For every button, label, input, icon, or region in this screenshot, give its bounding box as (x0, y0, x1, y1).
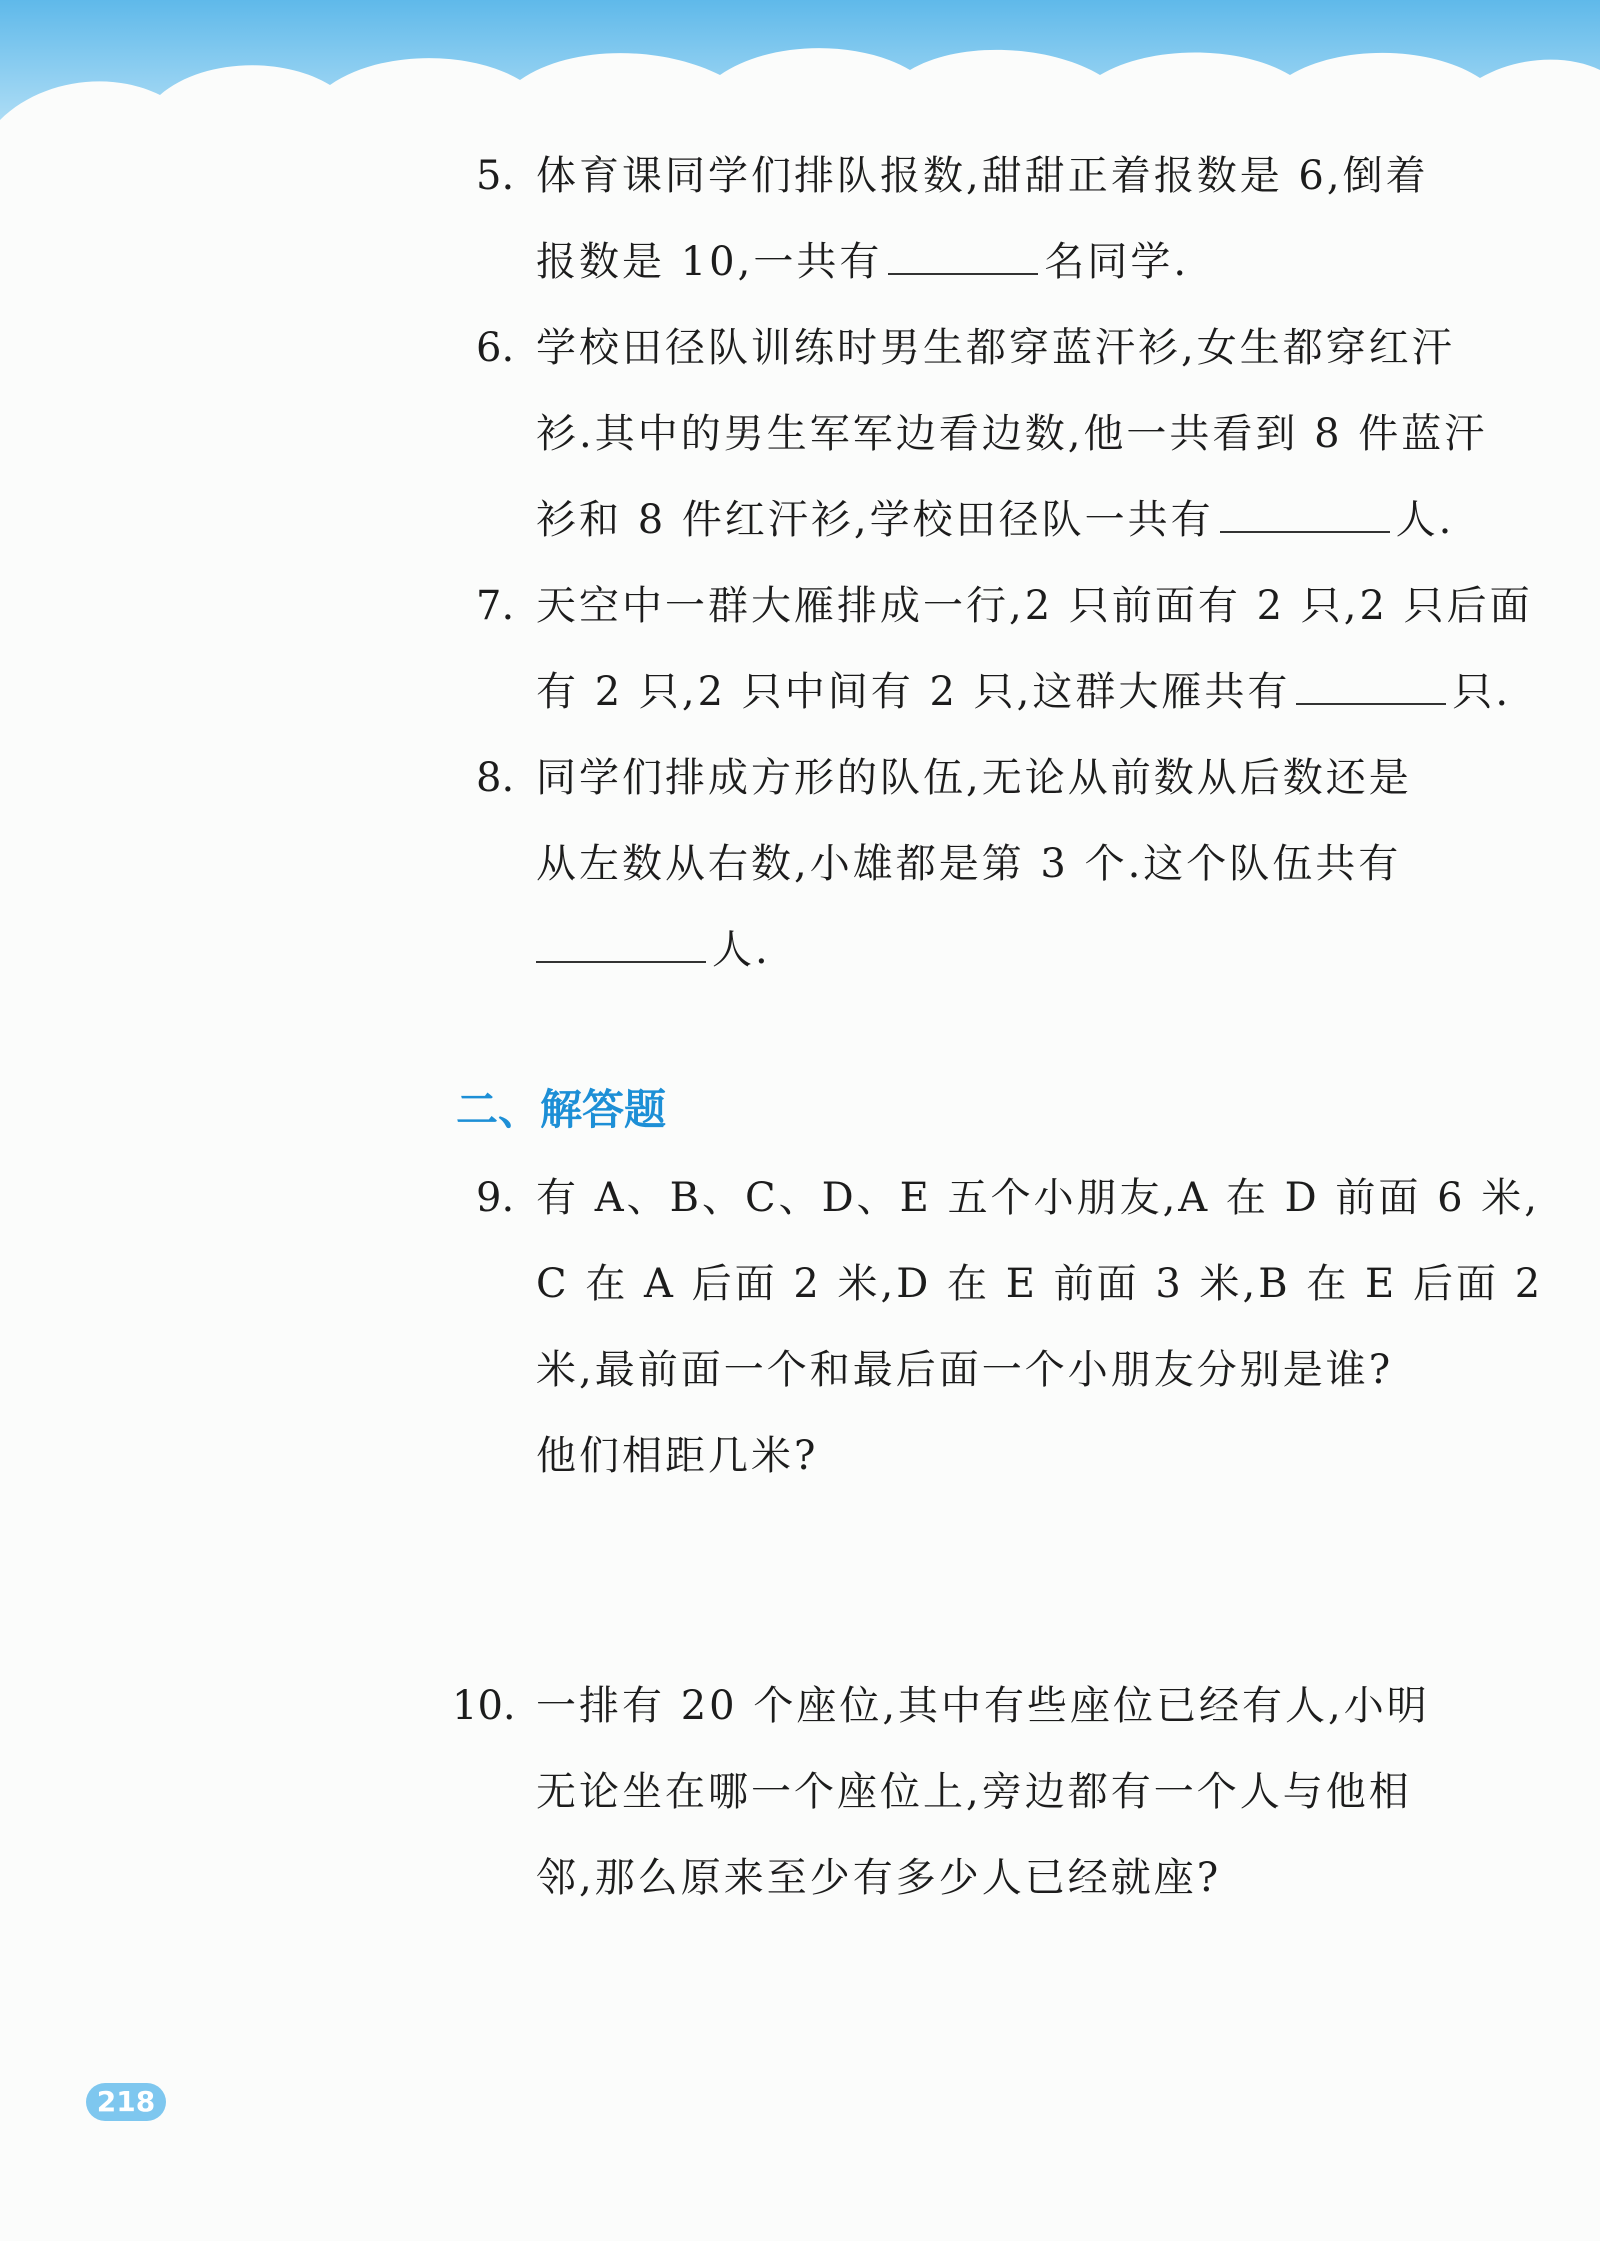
question-6-number: 6. (476, 325, 515, 371)
question-7-text-before-blank: 有 2 只,2 只中间有 2 只,这群大雁共有 (536, 669, 1291, 715)
question-8-number: 8. (476, 755, 515, 801)
question-5-number: 5. (476, 153, 515, 199)
question-8-text-after-blank: 人. (712, 927, 771, 973)
question-8-line-1: 同学们排成方形的队伍,无论从前数从后数还是 (536, 755, 1412, 801)
question-6-text-after-blank: 人. (1395, 497, 1455, 543)
question-5-line-1: 体育课同学们排队报数,甜甜正着报数是 6,倒着 (536, 153, 1429, 199)
section-heading: 二、解答题 (456, 1085, 667, 1134)
question-7-line-1: 天空中一群大雁排成一行,2 只前面有 2 只,2 只后面 (536, 583, 1533, 629)
question-7-text-after-blank: 只. (1452, 669, 1512, 715)
question-7-answer-blank[interactable] (1296, 667, 1446, 705)
question-8-answer-blank[interactable] (536, 925, 706, 963)
header-cloud-banner (0, 0, 1600, 140)
question-6-text-before-blank: 衫和 8 件红汗衫,学校田径队一共有 (536, 497, 1214, 543)
page-number-badge: 218 (86, 2083, 166, 2121)
question-10-line-3: 邻,那么原来至少有多少人已经就座? (536, 1855, 1222, 1901)
question-6-answer-blank[interactable] (1220, 495, 1390, 533)
question-10-line-2: 无论坐在哪一个座位上,旁边都有一个人与他相 (536, 1769, 1412, 1815)
question-6-line-1: 学校田径队训练时男生都穿蓝汗衫,女生都穿红汗 (536, 325, 1455, 371)
question-9-number: 9. (476, 1175, 515, 1221)
question-6-line-3 (536, 490, 1454, 550)
question-7-number: 7. (476, 583, 515, 629)
question-8-line-3 (536, 920, 771, 980)
question-5-line-2 (536, 232, 1189, 292)
question-6-line-2: 衫.其中的男生军军边看边数,他一共看到 8 件蓝汗 (536, 411, 1488, 457)
question-9-line-4: 他们相距几米? (536, 1433, 819, 1479)
question-8-line-2: 从左数从右数,小雄都是第 3 个.这个队伍共有 (536, 841, 1402, 887)
question-10-line-1: 一排有 20 个座位,其中有些座位已经有人,小明 (536, 1683, 1430, 1729)
question-9-line-2: C 在 A 后面 2 米,D 在 E 前面 3 米,B 在 E 后面 2 (536, 1261, 1544, 1307)
question-5-text-after-blank: 名同学. (1044, 239, 1190, 285)
question-7-line-2 (536, 662, 1511, 722)
question-5-answer-blank[interactable] (888, 237, 1038, 275)
question-9-line-3: 米,最前面一个和最后面一个小朋友分别是谁? (536, 1347, 1394, 1393)
question-10-number: 10. (452, 1683, 516, 1729)
question-5-text-before-blank: 报数是 10,一共有 (536, 239, 883, 285)
question-9-line-1: 有 A、B、C、D、E 五个小朋友,A 在 D 前面 6 米, (536, 1175, 1540, 1221)
